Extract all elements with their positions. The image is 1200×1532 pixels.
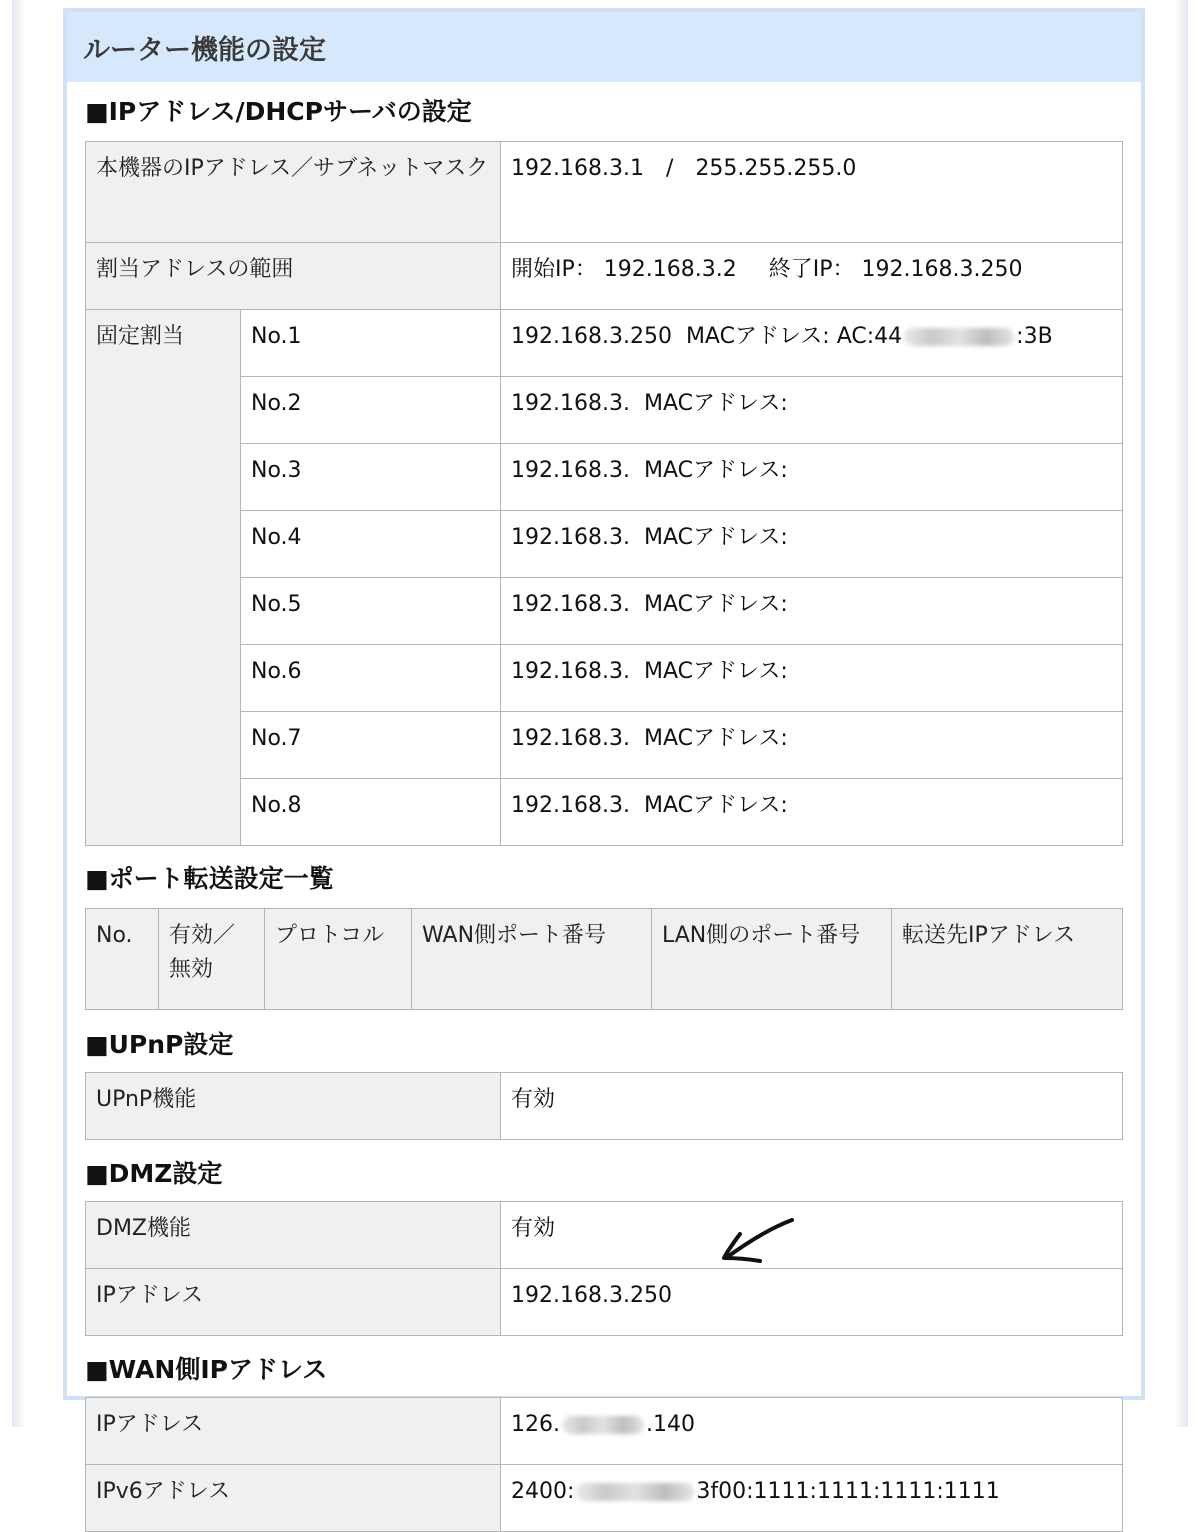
range-end-value: 192.168.3.250 (861, 257, 1023, 282)
wan-ip-suffix: .140 (645, 1412, 695, 1437)
fixed-no: No.8 (241, 779, 501, 846)
table-row (86, 645, 1123, 712)
col-header-enabled: 有効／無効 (159, 909, 265, 1010)
fixed-ip: 192.168.3. (511, 592, 630, 617)
col-header-no: No. (86, 909, 159, 1010)
page-side-rail-left (0, 0, 26, 1427)
page-side-rail-right (1174, 0, 1200, 1427)
dmz-func-label: DMZ機能 (86, 1202, 501, 1269)
fixed-mac-label: MACアドレス: (643, 793, 788, 818)
device-ip-value: 192.168.3.1 / 255.255.255.0 (501, 142, 1123, 243)
table-row (86, 1398, 1123, 1465)
fixed-mac-suffix: :3B (1016, 324, 1053, 349)
fixed-value (501, 444, 1123, 511)
section-title-dmz: ■DMZ設定 (85, 1159, 223, 1188)
fixed-assign-label: 固定割当 (86, 310, 241, 846)
wan-ipv6-prefix: 2400: (511, 1479, 575, 1504)
section-title-port-forward: ■ポート転送設定一覧 (85, 864, 334, 893)
fixed-no: No.6 (241, 645, 501, 712)
ip-dhcp-table (85, 141, 1123, 846)
range-label: 割当アドレスの範囲 (86, 243, 501, 310)
fixed-no: No.3 (241, 444, 501, 511)
range-end-label: 終了IP： (768, 257, 855, 282)
fixed-no: No.1 (241, 310, 501, 377)
fixed-mac-label: MACアドレス: (643, 391, 788, 416)
fixed-value (501, 779, 1123, 846)
col-header-dest-ip: 転送先IPアドレス (892, 909, 1123, 1010)
wan-ipv6-suffix: 3f00:1111:1111:1111:1111 (696, 1479, 1000, 1504)
table-row (86, 1202, 1123, 1269)
fixed-mac-label: MACアドレス: (685, 324, 830, 349)
fixed-value (501, 712, 1123, 779)
handwritten-arrow-icon (716, 1212, 800, 1268)
upnp-label: UPnP機能 (86, 1073, 501, 1140)
fixed-mac-label: MACアドレス: (643, 525, 788, 550)
panel-title: ルーター機能の設定 (67, 12, 1141, 82)
table-row (86, 511, 1123, 578)
fixed-no: No.4 (241, 511, 501, 578)
range-start-value: 192.168.3.2 (603, 257, 737, 282)
table-row (86, 377, 1123, 444)
fixed-ip: 192.168.3. (511, 726, 630, 751)
fixed-ip: 192.168.3. (511, 391, 630, 416)
fixed-no: No.7 (241, 712, 501, 779)
col-header-protocol: プロトコル (265, 909, 412, 1010)
wan-ipv6-label: IPv6アドレス (86, 1465, 501, 1532)
fixed-value (501, 511, 1123, 578)
col-header-wan-port: WAN側ポート番号 (412, 909, 652, 1010)
section-title-upnp: ■UPnP設定 (85, 1030, 234, 1059)
fixed-ip: 192.168.3. (511, 659, 630, 684)
wan-table (85, 1397, 1123, 1532)
fixed-value (501, 578, 1123, 645)
dmz-table (85, 1201, 1123, 1336)
wan-ip-value (501, 1398, 1123, 1465)
redacted-mac (904, 328, 1014, 346)
section-title-wan: ■WAN側IPアドレス (85, 1355, 328, 1384)
fixed-mac-label: MACアドレス: (643, 726, 788, 751)
fixed-ip: 192.168.3. (511, 458, 630, 483)
fixed-ip: 192.168.3.250 (511, 324, 672, 349)
fixed-value (501, 377, 1123, 444)
redacted-ip (562, 1416, 644, 1434)
table-row (86, 310, 1123, 377)
dmz-func-value: 有効 (501, 1202, 1123, 1269)
port-forward-table (85, 908, 1123, 1010)
table-row (86, 1465, 1123, 1532)
table-row (86, 779, 1123, 846)
fixed-mac-prefix: AC:44 (836, 324, 903, 349)
table-header-row (86, 909, 1123, 1010)
table-row (86, 142, 1123, 243)
table-row (86, 578, 1123, 645)
wan-ip-label: IPアドレス (86, 1398, 501, 1465)
range-start-label: 開始IP： (511, 257, 597, 282)
wan-ipv6-value (501, 1465, 1123, 1532)
device-ip-label: 本機器のIPアドレス／サブネットマスク (86, 142, 501, 243)
fixed-mac-label: MACアドレス: (643, 659, 788, 684)
fixed-mac-label: MACアドレス: (643, 458, 788, 483)
table-row (86, 444, 1123, 511)
panel-content (67, 82, 1141, 1532)
table-row (86, 712, 1123, 779)
section-title-ip-dhcp: ■IPアドレス/DHCPサーバの設定 (85, 97, 472, 126)
wan-ip-prefix: 126. (511, 1412, 560, 1437)
table-row (86, 1073, 1123, 1140)
col-header-lan-port: LAN側のポート番号 (652, 909, 892, 1010)
table-row (86, 243, 1123, 310)
fixed-no: No.5 (241, 578, 501, 645)
redacted-ipv6 (576, 1483, 694, 1501)
upnp-value: 有効 (501, 1073, 1123, 1140)
fixed-mac-label: MACアドレス: (643, 592, 788, 617)
dmz-ip-label: IPアドレス (86, 1269, 501, 1336)
range-value (501, 243, 1123, 310)
router-settings-panel (63, 8, 1145, 1504)
fixed-value (501, 645, 1123, 712)
fixed-no: No.2 (241, 377, 501, 444)
dmz-ip-value: 192.168.3.250 (501, 1269, 1123, 1336)
table-row (86, 1269, 1123, 1336)
upnp-table (85, 1072, 1123, 1140)
fixed-ip: 192.168.3. (511, 793, 630, 818)
fixed-value (501, 310, 1123, 377)
fixed-ip: 192.168.3. (511, 525, 630, 550)
